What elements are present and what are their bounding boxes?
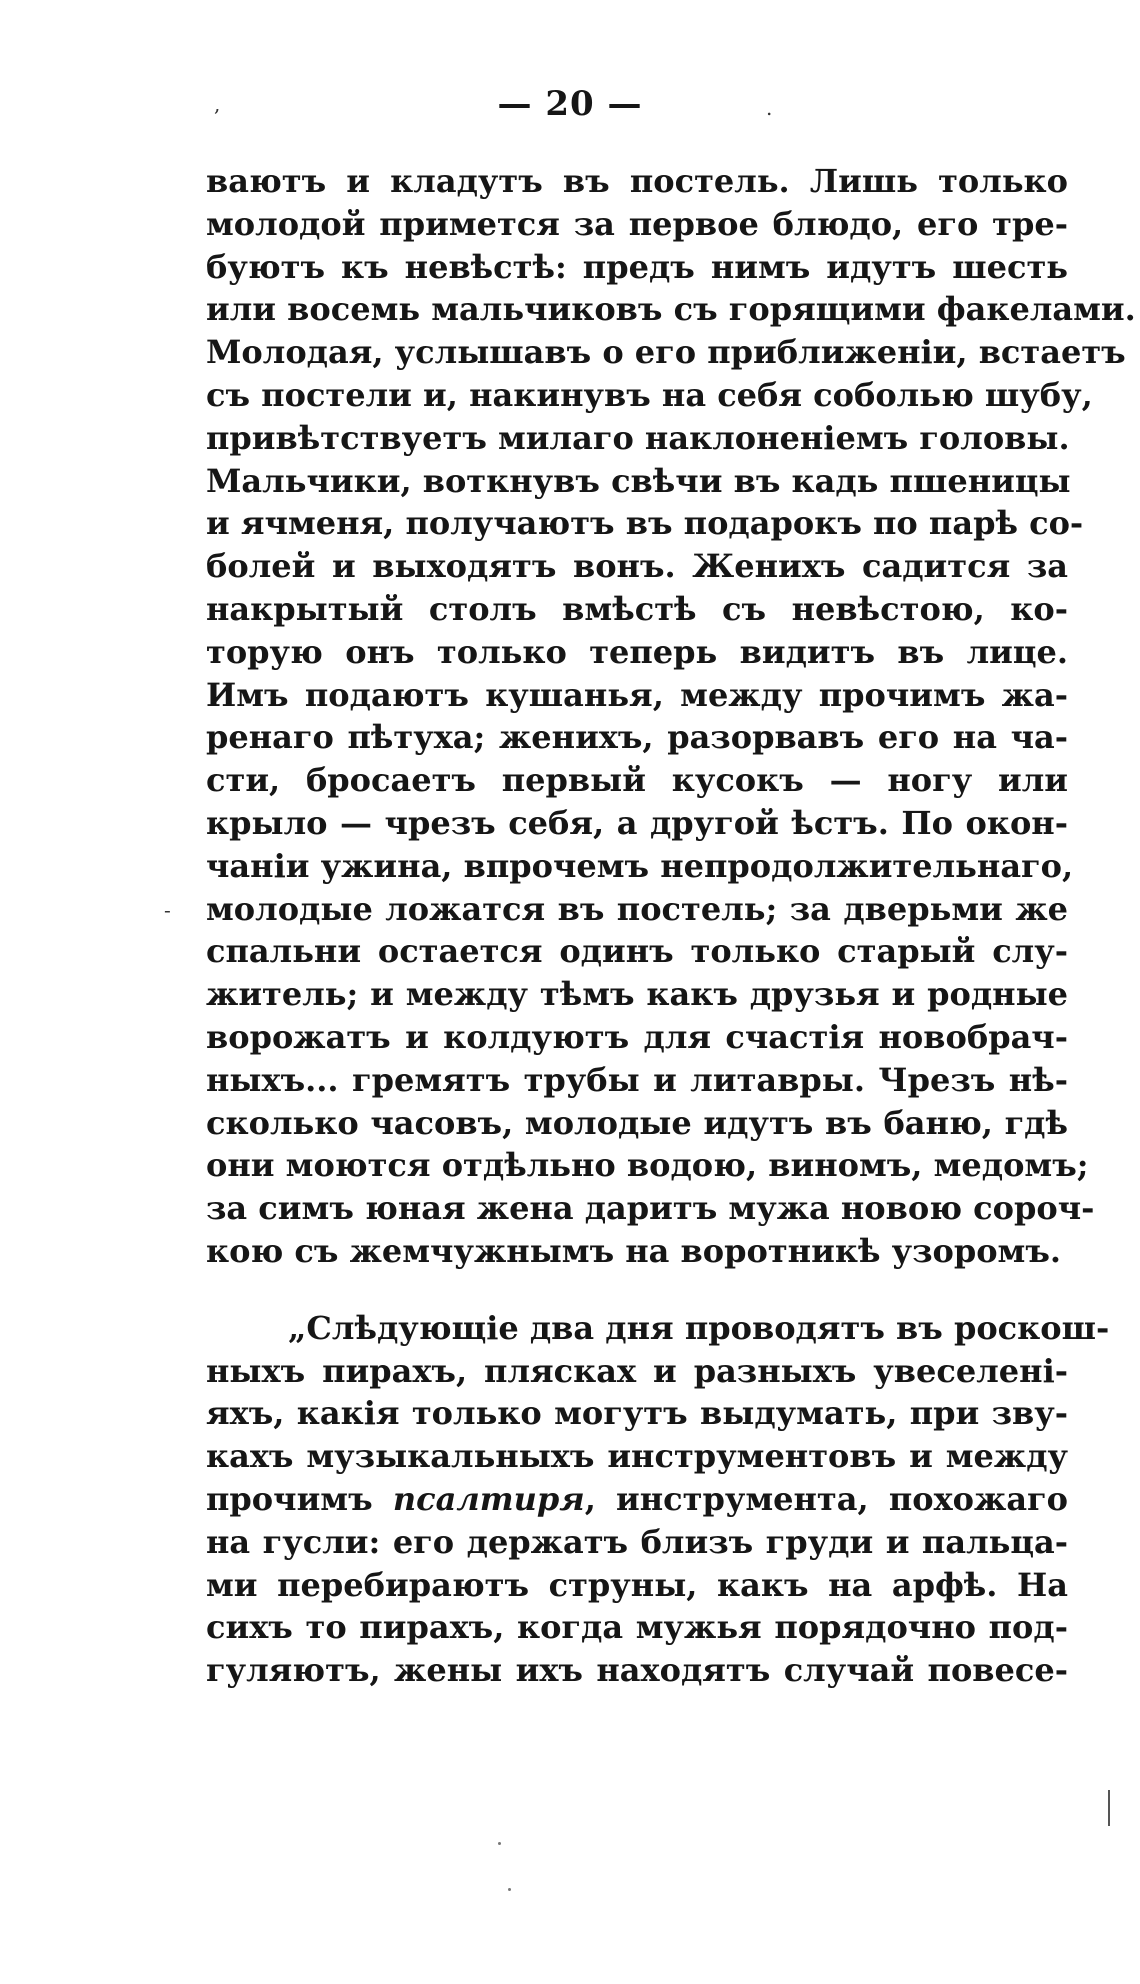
paragraph-1 (206, 160, 1136, 1273)
text-line: сихъ то пирахъ, когда мужья порядочно под- (206, 1608, 1068, 1647)
text-line: кою съ жемчужнымъ на воротникѣ узоромъ. (206, 1231, 1062, 1270)
text-line: ворожатъ и колдуютъ для счастiя новобрач- (206, 1017, 1068, 1056)
paragraph-2 (206, 1307, 1110, 1692)
text-line: буютъ къ невѣстѣ: предъ нимъ идутъ шесть (206, 247, 1068, 286)
text-segment: прочимъ (206, 1479, 393, 1518)
text-line: молодые ложатся въ постель; за дверьми же (206, 889, 1068, 928)
text-line: сколько часовъ, молодые идутъ въ баню, гдѣ (206, 1103, 1068, 1142)
text-line: торую онъ только теперь видитъ въ лице. (206, 632, 1068, 671)
paper-speck (508, 1888, 511, 1891)
text-line: крыло — чрезъ себя, а другой ѣстъ. По окон- (206, 803, 1068, 842)
text-segment: , инструмента, похожаго (584, 1479, 1069, 1518)
paragraph-gap (206, 1273, 1068, 1307)
text-line: привѣтствуетъ милаго наклоненiемъ головы. (206, 418, 1070, 457)
margin-dash: - (164, 898, 171, 922)
text-line: Молодая, услышавъ о его приближенiи, встаетъ (206, 333, 1126, 372)
margin-speck: , (214, 92, 221, 116)
text-line: и ячменя, получаютъ въ подарокъ по парѣ со- (206, 504, 1084, 543)
emphasized-word: псалтиря (392, 1479, 585, 1518)
scan-edge-line (1108, 1790, 1110, 1826)
paper-speck (498, 1842, 501, 1845)
text-block (206, 160, 1136, 1692)
margin-speck: . (766, 96, 773, 120)
text-line: Имъ подаютъ кушанья, между прочимъ жа- (206, 675, 1068, 714)
text-line: чанiи ужина, впрочемъ непродолжительнаго, (206, 846, 1074, 885)
text-line: „Слѣдующiе два дня проводятъ въ роскош- (288, 1308, 1110, 1347)
text-line: ныхъ пирахъ, плясках и разныхъ увеселенi- (206, 1351, 1068, 1390)
text-line: накрытый столъ вмѣстѣ съ невѣстою, ко- (206, 589, 1068, 628)
text-line: спальни остается одинъ только старый слу- (206, 932, 1068, 971)
text-line: ренаго пѣтуха; женихъ, разорвавъ его на ча- (206, 718, 1068, 757)
text-line: болей и выходятъ вонъ. Женихъ садится за (206, 547, 1068, 586)
text-line: сти, бросаетъ первый кусокъ — ногу или (206, 761, 1068, 800)
text-line: ми перебираютъ струны, какъ на арфѣ. На (206, 1565, 1068, 1604)
text-line: за симъ юная жена даритъ мужа новою сороч- (206, 1189, 1095, 1228)
text-line-with-emphasis (206, 1478, 1068, 1521)
text-line: Мальчики, воткнувъ свѣчи въ кадь пшеницы (206, 461, 1071, 500)
text-line: житель; и между тѣмъ какъ друзья и родные (206, 975, 1068, 1014)
text-line: они моются отдѣльно водою, виномъ, медомъ; (206, 1146, 1089, 1185)
text-line: ваютъ и кладутъ въ постель. Лишь только (206, 162, 1068, 200)
text-line: молодой примется за первое блюдо, его тре- (206, 204, 1068, 243)
text-line: или восемь мальчиковъ съ горящими факелами. (206, 290, 1136, 329)
text-line: гуляютъ, жены ихъ находятъ случай повесе- (206, 1651, 1068, 1690)
text-line: съ постели и, накинувъ на себя соболью шубу, (206, 375, 1093, 414)
page-number: — 20 — (497, 84, 643, 124)
text-line: на гусли: его держатъ близъ груди и пальца- (206, 1522, 1068, 1561)
text-line: яхъ, какiя только могутъ выдумать, при зву- (206, 1394, 1068, 1433)
text-line: ныхъ... гремятъ трубы и литавры. Чрезъ нѣ- (206, 1060, 1068, 1099)
text-line: кахъ музыкальныхъ инструментовъ и между (206, 1437, 1068, 1476)
